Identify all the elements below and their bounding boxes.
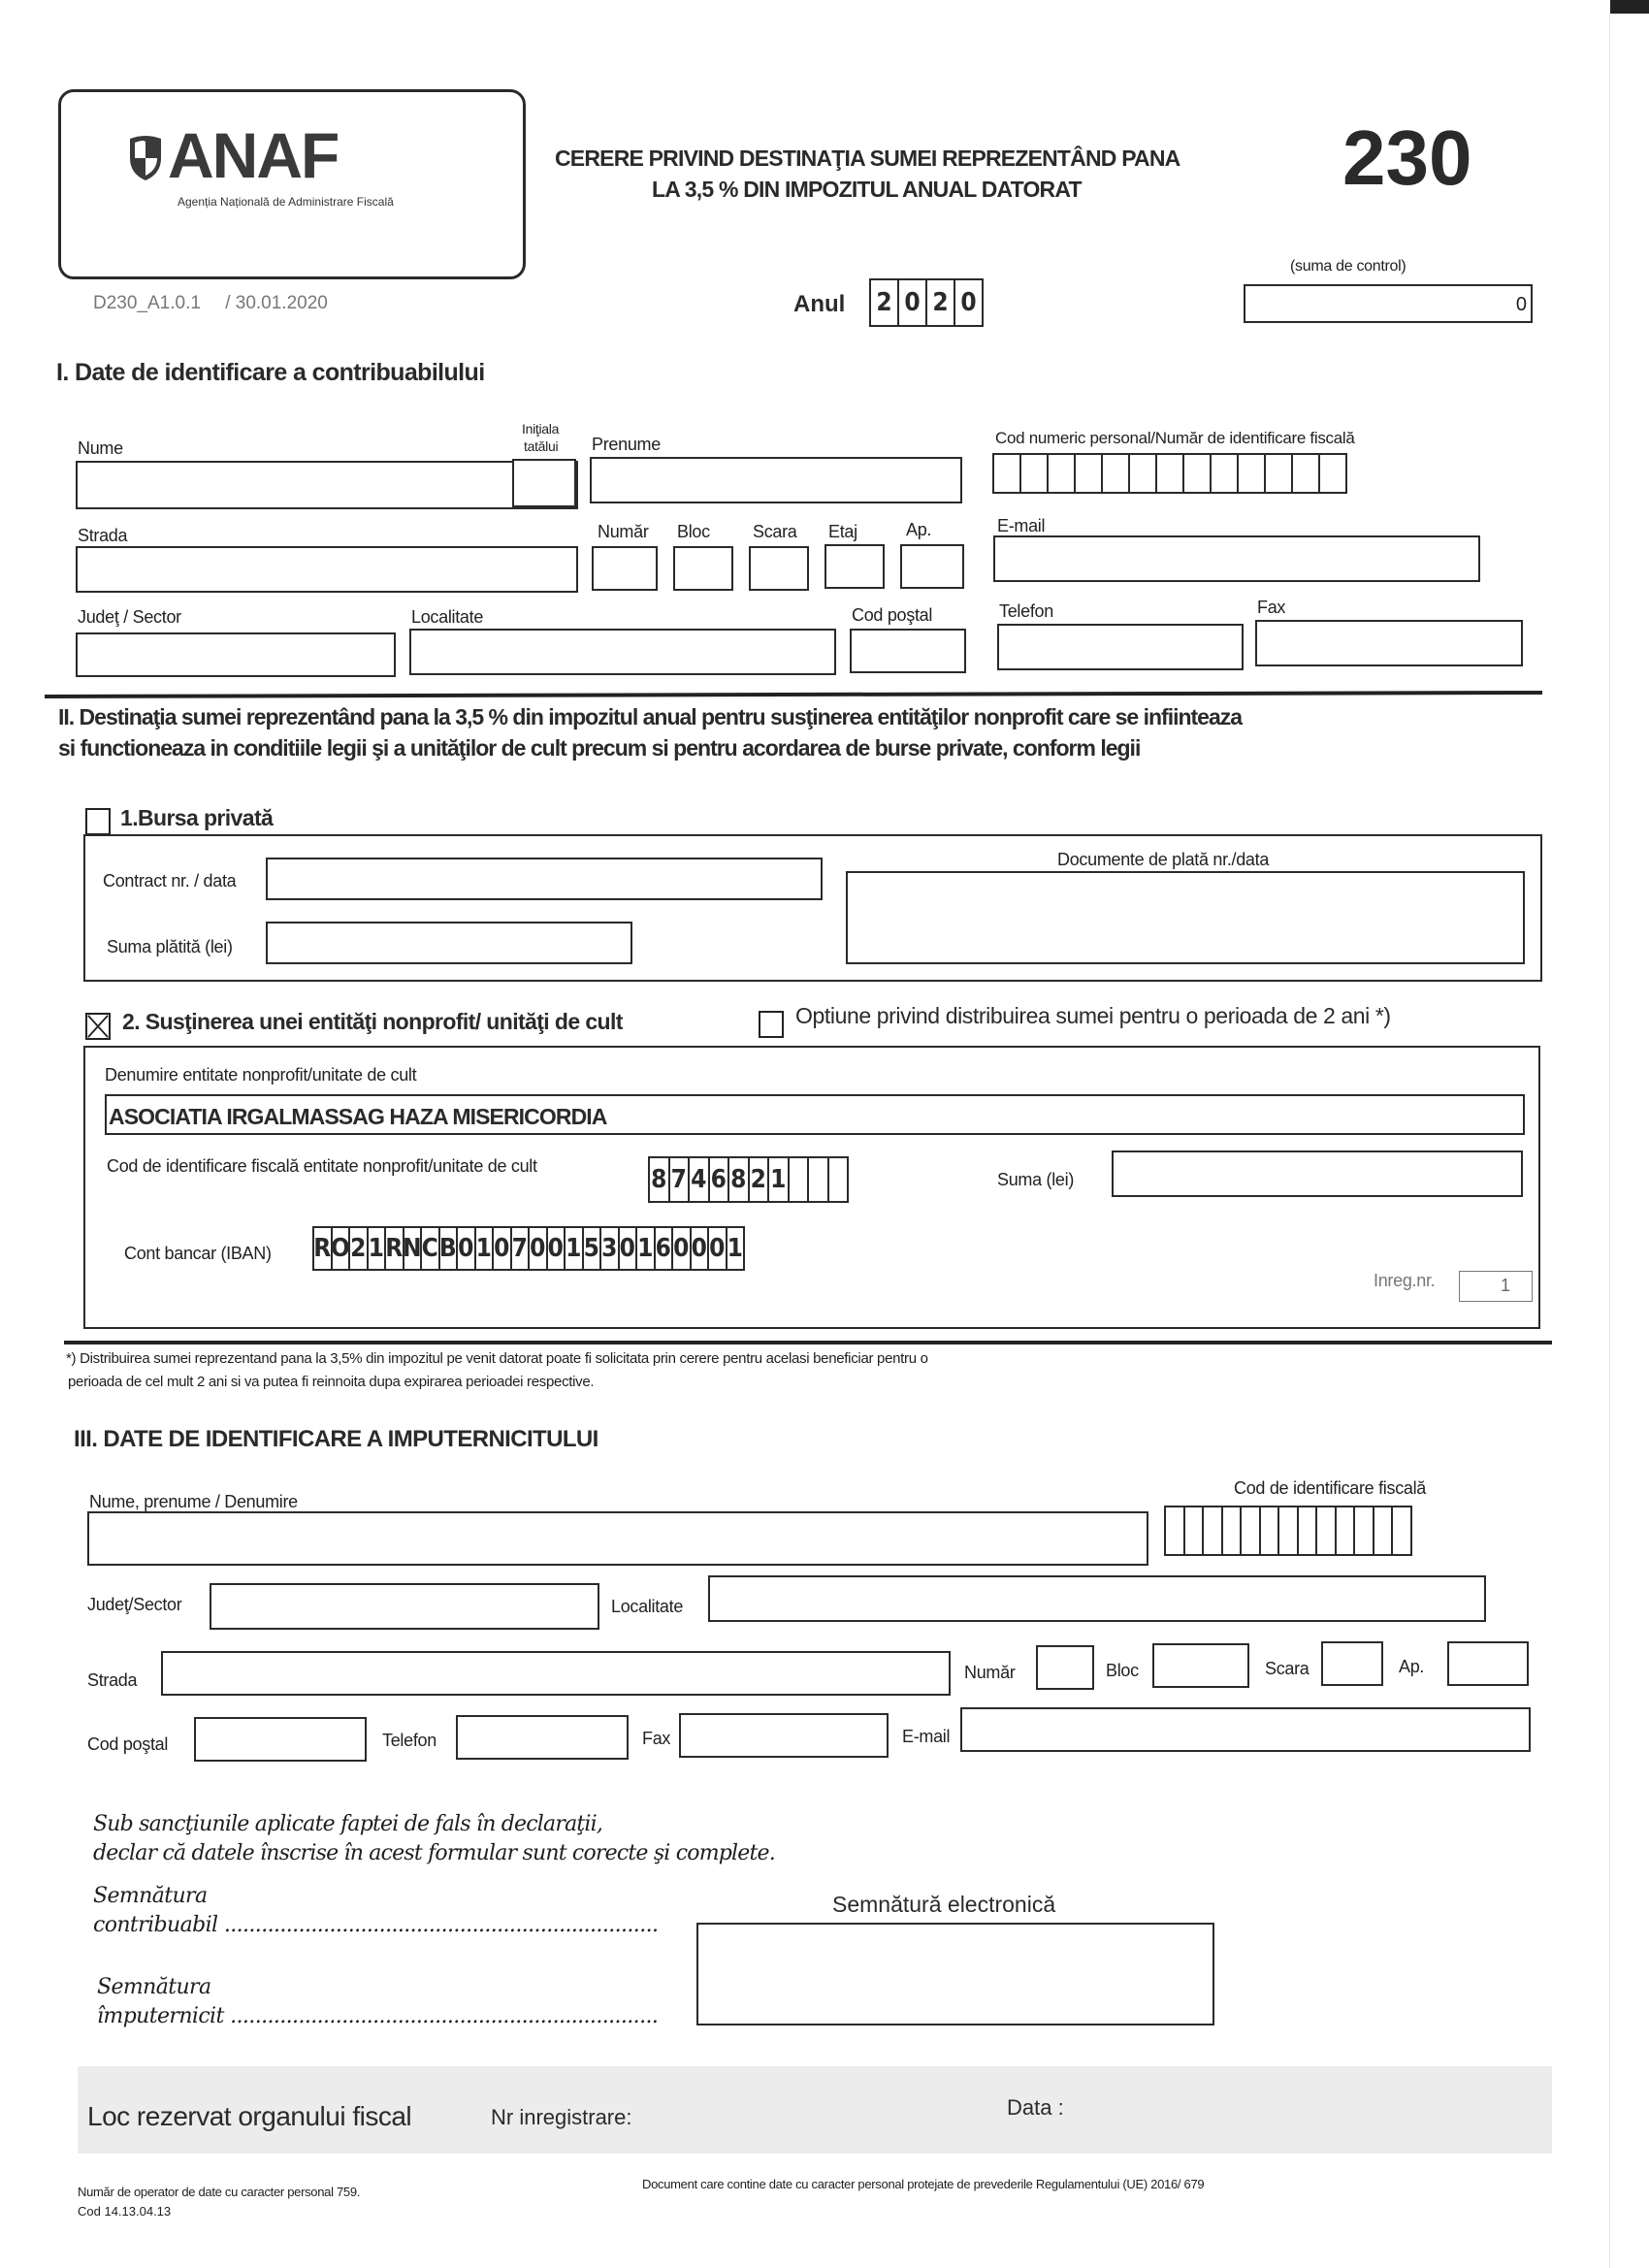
denumire-label: Denumire entitate nonprofit/unitate de cult xyxy=(105,1065,417,1085)
iban-char-cell[interactable]: 0 xyxy=(548,1228,566,1269)
cnp-digit-cell[interactable] xyxy=(1320,455,1347,492)
imp-cif-digit-cell[interactable] xyxy=(1242,1507,1261,1554)
imp-scara-label: Scara xyxy=(1265,1659,1310,1678)
imp-telefon-field[interactable] xyxy=(456,1715,629,1760)
iban-char-cell[interactable]: 1 xyxy=(728,1228,746,1269)
judet-label: Judeţ / Sector xyxy=(78,607,181,627)
fax-label: Fax xyxy=(1257,598,1286,617)
cnp-digit-cell[interactable] xyxy=(1049,455,1076,492)
cif-entitate-label: Cod de identificare fiscală entitate nonprofit/unitate de cult xyxy=(107,1156,537,1176)
form-number: 230 xyxy=(1342,114,1472,201)
imp-cif-digit-cell[interactable] xyxy=(1337,1507,1356,1554)
iban-char-cell[interactable]: C xyxy=(422,1228,440,1269)
numar-label: Număr xyxy=(598,522,649,541)
initiala-label-line1: Iniţiala xyxy=(522,421,560,437)
version-code: D230_A1.0.1 xyxy=(93,293,201,313)
footnote-line1: *) Distribuirea sumei reprezentand pana la 3,5% din impozitul pe venit datorat poate fi solicitata prin cerere pentru acelasi beneficiar pentru o xyxy=(66,1350,928,1367)
year-label: Anul xyxy=(793,291,846,317)
form-title-line2: LA 3,5 % DIN IMPOZITUL ANUAL DATORAT xyxy=(652,177,1082,202)
iban-label: Cont bancar (IBAN) xyxy=(124,1244,272,1263)
cnp-digit-cell[interactable] xyxy=(1130,455,1157,492)
form-title-line1: CERERE PRIVIND DESTINAŢIA SUMEI REPREZENTÂND PANA xyxy=(555,146,1180,171)
email-field[interactable] xyxy=(993,535,1480,582)
strada-field[interactable] xyxy=(76,546,578,593)
nume-label: Nume xyxy=(78,438,123,458)
iban-char-cell[interactable]: 1 xyxy=(637,1228,656,1269)
year-digit[interactable]: 2 xyxy=(927,280,955,325)
cif-digit-cell[interactable]: 8 xyxy=(729,1158,750,1201)
cod-postal-field[interactable] xyxy=(850,629,966,673)
control-sum-label: (suma de control) xyxy=(1290,258,1406,275)
iban-char-cell[interactable]: B xyxy=(440,1228,459,1269)
imp-cod-postal-label: Cod poştal xyxy=(87,1734,169,1754)
cnp-label: Cod numeric personal/Număr de identificare fiscală xyxy=(995,429,1355,447)
fiscal-reserved-label: Loc rezervat organului fiscal xyxy=(87,2101,412,2131)
iban-char-cell[interactable]: 0 xyxy=(458,1228,476,1269)
logo-subtitle: Agenția Națională de Administrare Fiscală xyxy=(178,195,394,209)
shield-icon xyxy=(127,135,164,181)
documente-field[interactable] xyxy=(846,871,1525,964)
denumire-field[interactable] xyxy=(105,1094,1525,1135)
iban-char-cell[interactable]: 1 xyxy=(476,1228,495,1269)
cnp-digit-cell[interactable] xyxy=(1212,455,1239,492)
imp-cif-digit-cell[interactable] xyxy=(1166,1507,1185,1554)
cnp-digit-cell[interactable] xyxy=(994,455,1021,492)
imp-cif-digit-cell[interactable] xyxy=(1261,1507,1280,1554)
prenume-label: Prenume xyxy=(592,435,661,454)
signature-imputernicit-line2[interactable]: împuternicit ..................................................................... xyxy=(97,2004,659,2028)
imp-cif-label: Cod de identificare fiscală xyxy=(1234,1478,1427,1498)
cif-digit-cell[interactable]: 4 xyxy=(690,1158,710,1201)
footer-operator: Număr de operator de date cu caracter personal 759. xyxy=(78,2185,361,2199)
telefon-label: Telefon xyxy=(999,601,1053,621)
inreg-label: Inreg.nr. xyxy=(1374,1271,1436,1290)
imp-judet-label: Judeţ/Sector xyxy=(87,1595,182,1614)
imp-cif-digit-cell[interactable] xyxy=(1355,1507,1374,1554)
signature-contribuabil-line2[interactable]: contribuabil ...................................................................... xyxy=(93,1913,659,1937)
control-sum-field[interactable] xyxy=(1244,284,1533,323)
initiala-field[interactable] xyxy=(512,459,576,507)
bloc-field[interactable] xyxy=(673,546,733,591)
optiune-2-ani-checkbox[interactable] xyxy=(759,1011,784,1038)
imp-localitate-field[interactable] xyxy=(708,1575,1486,1622)
iban-char-cell[interactable]: 0 xyxy=(530,1228,548,1269)
signature-contribuabil-line1: Semnătura xyxy=(93,1884,208,1908)
imp-cod-postal-field[interactable] xyxy=(194,1717,367,1762)
cod-postal-label: Cod poştal xyxy=(852,605,933,625)
cif-digit-cell[interactable] xyxy=(829,1158,850,1201)
declaration-line2: declar că datele înscrise în acest formular sunt corecte şi complete. xyxy=(93,1841,775,1865)
cnp-digit-cell[interactable] xyxy=(1103,455,1130,492)
cnp-field[interactable] xyxy=(992,453,1347,494)
suma-platita-field[interactable] xyxy=(266,922,632,964)
initiala-label-line2: tatălui xyxy=(524,438,559,454)
year-digit[interactable]: 2 xyxy=(871,280,899,325)
cif-digit-cell[interactable]: 1 xyxy=(769,1158,790,1201)
iban-char-cell[interactable]: 7 xyxy=(512,1228,531,1269)
iban-field[interactable] xyxy=(312,1226,745,1271)
cnp-digit-cell[interactable] xyxy=(1184,455,1212,492)
cif-digit-cell[interactable]: 8 xyxy=(650,1158,670,1201)
electronic-signature-label: Semnătură electronică xyxy=(832,1892,1056,1917)
cnp-digit-cell[interactable] xyxy=(1157,455,1184,492)
localitate-field[interactable] xyxy=(409,629,836,675)
suma-entitate-label: Suma (lei) xyxy=(997,1170,1075,1189)
nume-field[interactable] xyxy=(76,461,578,509)
bursa-checkbox[interactable] xyxy=(85,808,111,835)
imp-judet-field[interactable] xyxy=(210,1583,599,1630)
imp-cif-digit-cell[interactable] xyxy=(1223,1507,1243,1554)
bursa-label: 1.Bursa privată xyxy=(120,805,274,830)
suma-platita-label: Suma plătită (lei) xyxy=(107,937,233,956)
imp-email-label: E-mail xyxy=(902,1727,951,1746)
imp-cif-field[interactable] xyxy=(1164,1506,1412,1556)
cnp-digit-cell[interactable] xyxy=(1239,455,1266,492)
numar-field[interactable] xyxy=(592,546,658,591)
etaj-label: Etaj xyxy=(828,522,857,541)
documente-label: Documente de plată nr./data xyxy=(1057,850,1270,869)
imp-telefon-label: Telefon xyxy=(382,1731,436,1750)
entitate-checkbox[interactable] xyxy=(85,1013,111,1040)
iban-char-cell[interactable]: 0 xyxy=(673,1228,692,1269)
imp-bloc-field[interactable] xyxy=(1152,1643,1249,1688)
imp-cif-digit-cell[interactable] xyxy=(1317,1507,1337,1554)
control-sum-value: 0 xyxy=(1515,294,1527,315)
etaj-field[interactable] xyxy=(824,544,885,589)
cif-digit-cell[interactable]: 2 xyxy=(750,1158,770,1201)
imp-cif-digit-cell[interactable] xyxy=(1393,1507,1412,1554)
iban-char-cell[interactable]: 0 xyxy=(620,1228,638,1269)
cnp-digit-cell[interactable] xyxy=(1021,455,1049,492)
cif-digit-cell[interactable]: 7 xyxy=(670,1158,691,1201)
imp-strada-field[interactable] xyxy=(161,1651,951,1696)
cnp-digit-cell[interactable] xyxy=(1076,455,1103,492)
footer-cod: Cod 14.13.04.13 xyxy=(78,2204,172,2219)
imp-scara-field[interactable] xyxy=(1321,1641,1383,1686)
iban-char-cell[interactable]: 6 xyxy=(656,1228,674,1269)
imp-localitate-label: Localitate xyxy=(611,1597,684,1616)
year-digit[interactable]: 0 xyxy=(955,280,984,325)
iban-char-cell[interactable]: 1 xyxy=(566,1228,584,1269)
inreg-field xyxy=(1459,1271,1533,1302)
localitate-label: Localitate xyxy=(411,607,484,627)
cnp-digit-cell[interactable] xyxy=(1293,455,1320,492)
iban-char-cell[interactable]: 0 xyxy=(494,1228,512,1269)
footer-gdpr: Document care contine date cu caracter personal protejate de prevederile Regulamentului (UE) 2016/ 679 xyxy=(642,2177,1205,2191)
imp-cif-digit-cell[interactable] xyxy=(1204,1507,1223,1554)
logo-frame xyxy=(58,89,526,279)
judet-field[interactable] xyxy=(76,632,396,677)
ap-field[interactable] xyxy=(900,544,964,589)
footnote-line2: perioada de cel mult 2 ani si va putea fi reinnoita dupa expirarea perioadei respective. xyxy=(68,1374,595,1390)
imp-strada-label: Strada xyxy=(87,1670,138,1690)
scan-edge-bar xyxy=(1610,0,1649,14)
imp-nume-field[interactable] xyxy=(87,1511,1148,1566)
checkmark-x-icon xyxy=(87,1015,109,1038)
cif-digit-cell[interactable]: 6 xyxy=(710,1158,730,1201)
section2-title-line1: II. Destinaţia sumei reprezentând pana la 3,5 % din impozitul anual pentru susţinerea entităţilor nonprofit care se infiinteaza xyxy=(58,704,1243,729)
imp-email-field[interactable] xyxy=(960,1707,1531,1752)
imp-ap-field[interactable] xyxy=(1447,1641,1529,1686)
iban-char-cell[interactable]: 1 xyxy=(369,1228,387,1269)
ap-label: Ap. xyxy=(906,520,932,539)
iban-char-cell[interactable]: 0 xyxy=(692,1228,710,1269)
scara-field[interactable] xyxy=(749,546,809,591)
declaration-line1: Sub sancţiunile aplicate faptei de fals în declaraţii, xyxy=(93,1812,603,1836)
imp-ap-label: Ap. xyxy=(1399,1657,1425,1676)
iban-char-cell[interactable]: 3 xyxy=(601,1228,620,1269)
strada-label: Strada xyxy=(78,526,128,545)
telefon-field[interactable] xyxy=(997,624,1244,670)
section2-title-line2: si functioneaza in conditiile legii şi a unităţilor de cult precum si pentru acordarea de burse private, conform legii xyxy=(58,735,1141,761)
section3-title: III. DATE DE IDENTIFICARE A IMPUTERNICITULUI xyxy=(74,1426,598,1452)
iban-char-cell[interactable]: R xyxy=(386,1228,404,1269)
imp-bloc-label: Bloc xyxy=(1106,1661,1139,1680)
imp-fax-label: Fax xyxy=(642,1729,671,1748)
scan-page-edge xyxy=(1609,14,1610,2268)
cif-entitate-field[interactable] xyxy=(648,1156,849,1203)
optiune-2-ani-label: Optiune privind distribuirea sumei pentru o perioada de 2 ani *) xyxy=(795,1003,1391,1028)
denumire-value: ASOCIATIA IRGALMASSAG HAZA MISERICORDIA xyxy=(109,1104,607,1129)
iban-char-cell[interactable]: 2 xyxy=(350,1228,369,1269)
cif-digit-cell[interactable] xyxy=(809,1158,829,1201)
iban-char-cell[interactable]: 5 xyxy=(584,1228,602,1269)
signature-imputernicit-line1: Semnătura xyxy=(97,1975,211,1999)
imp-cif-digit-cell[interactable] xyxy=(1374,1507,1394,1554)
version-date: / 30.01.2020 xyxy=(225,293,328,313)
iban-char-cell[interactable]: 0 xyxy=(709,1228,728,1269)
section-divider xyxy=(64,1341,1552,1345)
prenume-field[interactable] xyxy=(590,457,962,503)
logo-text: ANAF xyxy=(168,119,339,191)
cif-digit-cell[interactable] xyxy=(790,1158,810,1201)
suma-entitate-field[interactable] xyxy=(1112,1150,1523,1197)
imp-fax-field[interactable] xyxy=(679,1713,889,1758)
fiscal-nr-label: Nr inregistrare: xyxy=(491,2105,632,2129)
entitate-label: 2. Susţinerea unei entităţi nonprofit/ unităţi de cult xyxy=(122,1009,623,1034)
contract-field[interactable] xyxy=(266,858,823,900)
section1-title: I. Date de identificare a contribuabilului xyxy=(56,359,485,386)
imp-numar-field[interactable] xyxy=(1036,1645,1094,1690)
imp-cif-digit-cell[interactable] xyxy=(1185,1507,1205,1554)
fax-field[interactable] xyxy=(1255,620,1523,666)
electronic-signature-field[interactable] xyxy=(696,1923,1214,2025)
fiscal-data-label: Data : xyxy=(1007,2095,1064,2120)
imp-numar-label: Număr xyxy=(964,1663,1016,1682)
inreg-value: 1 xyxy=(1501,1276,1511,1295)
iban-char-cell[interactable]: R xyxy=(314,1228,333,1269)
bloc-label: Bloc xyxy=(677,522,710,541)
iban-char-cell[interactable]: O xyxy=(333,1228,351,1269)
imp-nume-label: Nume, prenume / Denumire xyxy=(89,1492,298,1511)
imp-cif-digit-cell[interactable] xyxy=(1279,1507,1299,1554)
iban-char-cell[interactable]: N xyxy=(404,1228,423,1269)
imp-cif-digit-cell[interactable] xyxy=(1299,1507,1318,1554)
scara-label: Scara xyxy=(753,522,797,541)
cnp-digit-cell[interactable] xyxy=(1266,455,1293,492)
year-field[interactable] xyxy=(869,278,984,327)
contract-label: Contract nr. / data xyxy=(103,871,237,891)
section-divider xyxy=(45,691,1542,698)
year-digit[interactable]: 0 xyxy=(899,280,927,325)
email-label: E-mail xyxy=(997,516,1046,535)
form-version xyxy=(93,293,328,314)
